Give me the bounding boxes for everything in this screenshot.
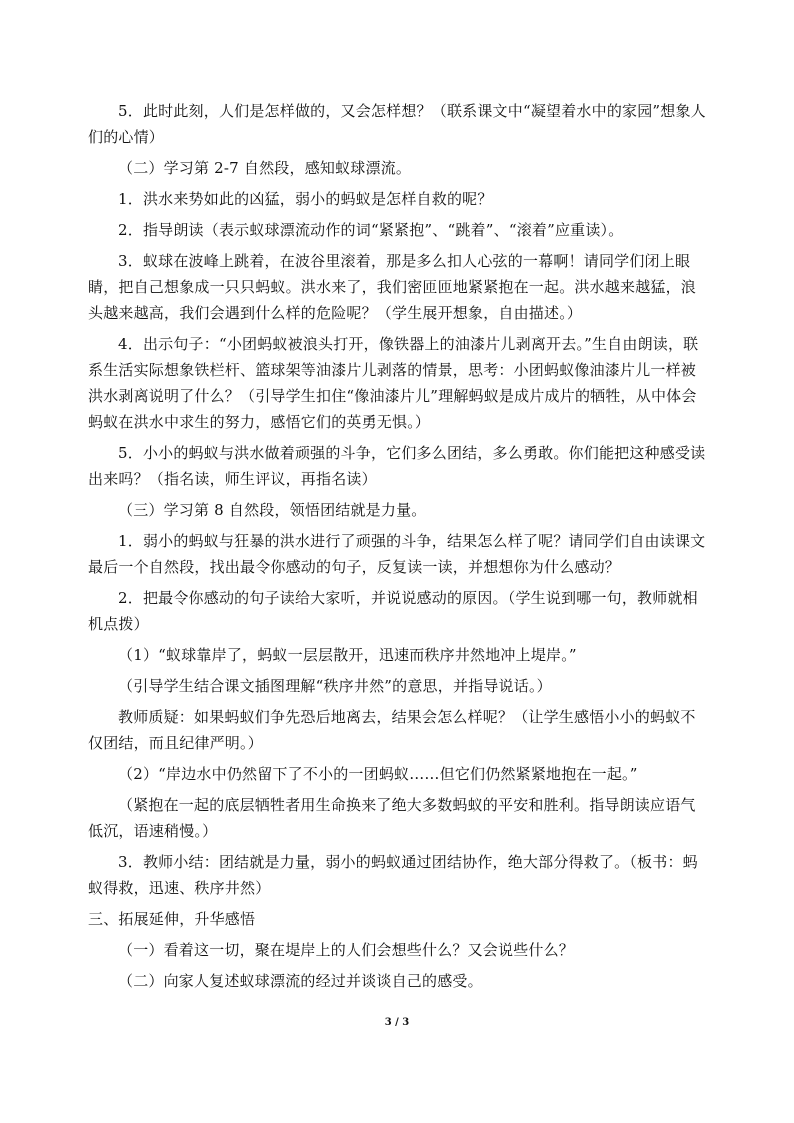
paragraph: 教师质疑：如果蚂蚁们争先恐后地离去，结果会怎么样呢？（让学生感悟小小的蚂蚁不仅团结，而且纪律严明。） — [88, 708, 696, 752]
quoted-sentence: （2）“岸边水中仍然留下了不小的一团蚂蚁……但它们仍然紧紧地抱在一起。” — [118, 765, 638, 783]
paragraph: 5．小小的蚂蚁与洪水做着顽强的斗争，它们多么团结，多么勇敢。你们能把这种感受读出来吗？（指名读，师生评议，再指名读） — [88, 444, 706, 488]
paragraph: 3．蚁球在波峰上跳着，在波谷里滚着，那是多么扣人心弦的一幕啊！请同学们闭上眼睛，把自己想象成一只只蚂蚁。洪水来了，我们密匝匝地紧紧抱在一起。洪水越来越猛，浪头越来越高，我们会遇到什么样的危险呢？（学生展开想象，自由描述。） — [88, 252, 697, 322]
paragraph: 3．教师小结：团结就是力量，弱小的蚂蚁通过团结协作，绝大部分得救了。（板书：蚂蚁得救，迅速、秩序井然） — [88, 853, 698, 897]
document-body — [88, 98, 708, 999]
quoted-sentence: （1）“蚁球靠岸了，蚂蚁一层层散开，迅速而秩序井然地冲上堤岸。” — [118, 646, 577, 664]
paragraph: （紧抱在一起的底层牺牲者用生命换来了绝大多数蚂蚁的平安和胜利。指导朗读应语气低沉，语速稍慢。） — [88, 796, 696, 840]
paragraph: 4．出示句子：“小团蚂蚁被浪头打开，像铁器上的油漆片儿剥离开去。”生自由朗读，联系生活实际想象铁栏杆、篮球架等油漆片儿剥落的情景，思考：小团蚂蚁像油漆片儿一样被洪水剥离说明了什么？（引导学生扣住“像油漆片儿”理解蚂蚁是成片成片的牺牲，从中体会蚂蚁在洪水中求生的努力，感悟它们的英勇无惧。） — [88, 335, 699, 431]
paragraph: 1．弱小的蚂蚁与狂暴的洪水进行了顽强的斗争，结果怎么样了呢？请同学们自由读课文最后一个自然段，找出最令你感动的句子，反复读一读，并想想你为什么感动？ — [88, 532, 706, 576]
paragraph: 2．指导朗读（表示蚁球漂流动作的词“紧紧抱”、“跳着”、“滚着”应重读）。 — [118, 221, 624, 239]
section-heading: 三、拓展延伸，升华感悟 — [88, 910, 256, 928]
page-number: 3 / 3 — [384, 1017, 410, 1028]
paragraph: 1．洪水来势如此的凶猛，弱小的蚂蚁是怎样自救的呢？ — [118, 190, 493, 208]
paragraph: （一）看着这一切，聚在堤岸上的人们会想些什么？又会说些什么？ — [118, 941, 575, 959]
section-heading: （三）学习第 8 自然段，领悟团结就是力量。 — [118, 501, 427, 519]
paragraph: （二）向家人复述蚁球漂流的经过并谈谈自己的感受。 — [118, 972, 483, 990]
paragraph: 5．此时此刻，人们是怎样做的，又会怎样想？（联系课文中“凝望着水中的家园”想象人们的心情） — [88, 102, 706, 146]
paragraph: （引导学生结合课文插图理解“秩序井然”的意思，并指导说话。） — [118, 677, 552, 695]
section-heading: （二）学习第 2-7 自然段，感知蚁球漂流。 — [118, 159, 412, 177]
paragraph: 2．把最令你感动的句子读给大家听，并说说感动的原因。（学生说到哪一句，教师就相机点拨） — [88, 589, 698, 633]
